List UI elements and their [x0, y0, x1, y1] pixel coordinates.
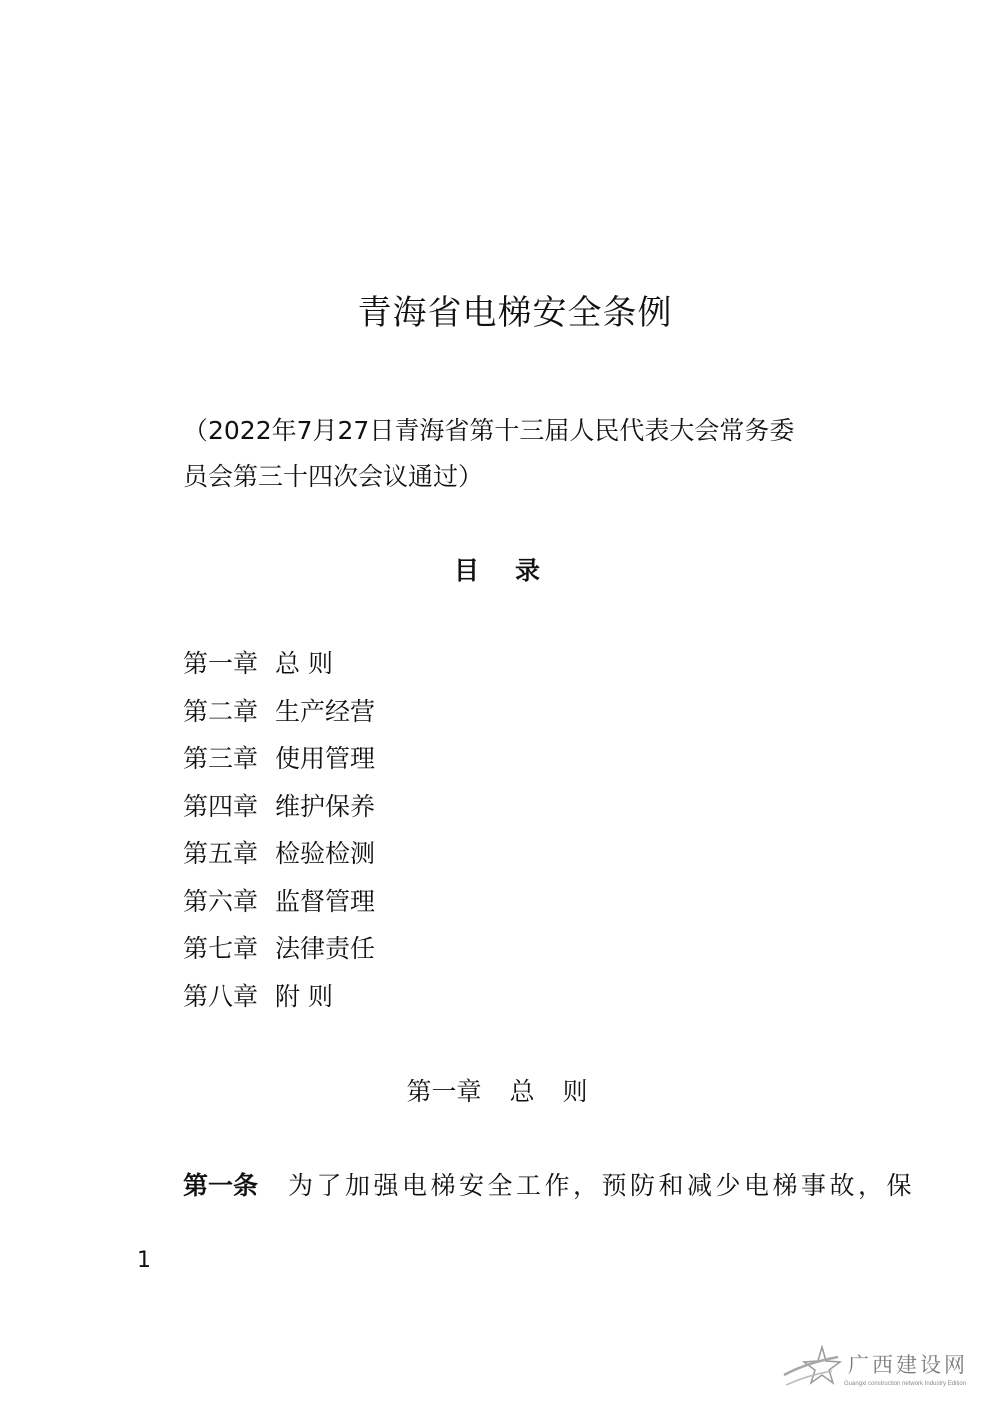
chapter-heading-number: 第一章 — [406, 1077, 482, 1106]
toc-item — [183, 688, 375, 736]
article-text: 为了加强电梯安全工作，预防和减少电梯事故，保 — [288, 1171, 916, 1200]
toc-chapter-title: 使用管理 — [275, 744, 376, 773]
toc-chapter-title: 监督管理 — [275, 886, 376, 916]
chapter-heading-word-1: 总 — [509, 1077, 535, 1106]
toc-chapter-title: 维护保养 — [275, 791, 376, 821]
watermark — [782, 1343, 987, 1393]
toc-heading — [0, 551, 992, 587]
table-of-contents — [183, 640, 375, 1020]
toc-item — [183, 925, 375, 973]
toc-chapter-number: 第五章 — [183, 839, 259, 868]
adoption-note — [183, 408, 848, 500]
watermark-name: 广西建设网 — [848, 1353, 968, 1377]
toc-item — [183, 640, 375, 688]
toc-heading-right: 录 — [515, 556, 541, 585]
toc-item — [183, 973, 375, 1021]
article-paragraph — [183, 1166, 915, 1202]
toc-chapter-title: 检验检测 — [275, 839, 376, 868]
document-title: 青海省电梯安全条例 — [357, 293, 673, 333]
toc-item — [183, 783, 375, 831]
toc-chapter-number: 第八章 — [183, 981, 259, 1011]
toc-item — [183, 878, 375, 926]
toc-item — [183, 830, 375, 878]
adoption-note-line-2: 员会第三十四次会议通过） — [183, 462, 484, 491]
toc-chapter-number: 第三章 — [183, 744, 259, 773]
toc-heading-left: 目 — [453, 556, 479, 585]
adoption-note-line-1: （2022年7月27日青海省第十三届人民代表大会常务委 — [183, 416, 795, 445]
star-swoosh-logo-icon — [782, 1345, 844, 1391]
chapter-heading — [0, 1072, 992, 1108]
watermark-subtitle: Guangxi construction network Industry Edition — [844, 1381, 967, 1387]
toc-chapter-title: 法律责任 — [275, 934, 376, 963]
toc-chapter-number: 第六章 — [183, 886, 259, 916]
toc-chapter-number: 第七章 — [183, 934, 259, 963]
toc-chapter-title: 附 则 — [275, 981, 333, 1011]
toc-chapter-number: 第四章 — [183, 791, 259, 821]
article-number: 第一条 — [183, 1171, 259, 1200]
toc-chapter-number: 第二章 — [183, 696, 259, 726]
toc-chapter-title: 总 则 — [275, 649, 333, 678]
chapter-heading-word-2: 则 — [562, 1077, 588, 1106]
toc-item — [183, 735, 375, 783]
toc-chapter-number: 第一章 — [183, 649, 259, 678]
toc-chapter-title: 生产经营 — [275, 696, 376, 726]
page-number: 1 — [137, 1248, 151, 1273]
